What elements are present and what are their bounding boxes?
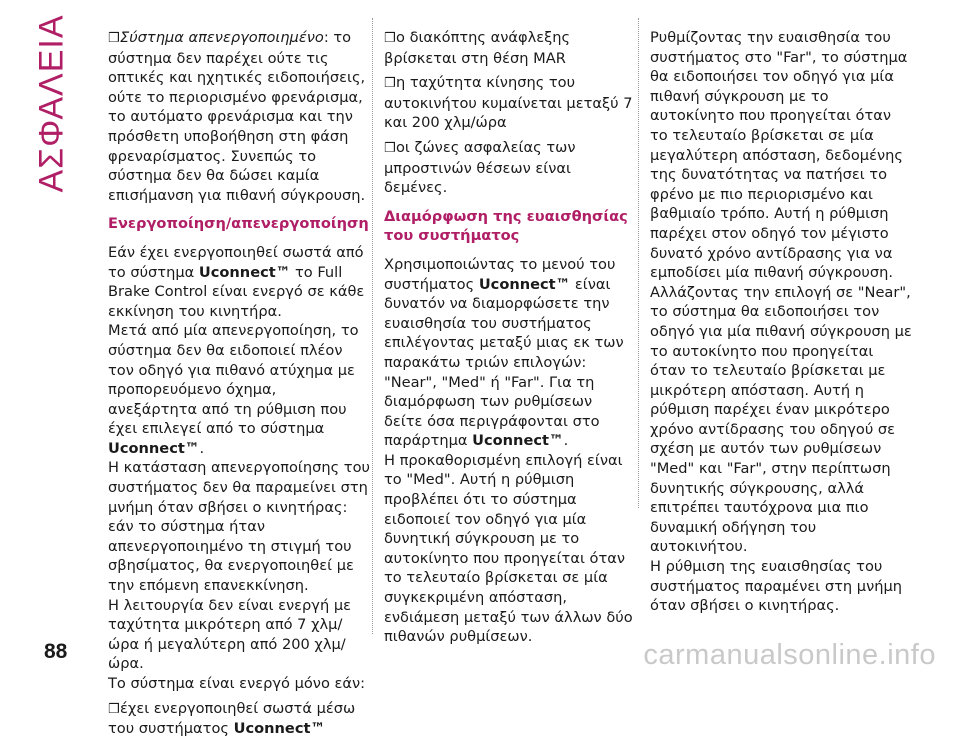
bullet-term: Σύστημα απενεργοποιημένο [120, 29, 324, 46]
brand-name: Uconnect™ [108, 439, 200, 457]
paragraph: Αλλάζοντας την επιλογή σε "Near", το σύστημα θα ειδοποιήσει τον οδηγό για μία πιθανή σύγκρουση με το αυτοκίνητο που προηγείται όταν το τελευταίο βρίσκεται με μικρότερη απόσταση. Αυτή η ρύθμιση παρέχει έναν μικρότερο χρόνο αντίδρασης του οδηγού σε σχέση με αυτόν των ρυθμίσεων "Med" και "Far", στην περίπτωση δυνητικής σύγκρουσης, αλλά επιτρέπει ταυτόχρονα μια πιο δυναμική οδήγηση του αυτοκινήτου. [650, 283, 912, 556]
text-run: το Full Brake Control είναι ενεργό σε κάθε εκκίνηση του κινητήρα. [108, 263, 365, 320]
bullet-item [384, 138, 634, 198]
bullet-item [384, 73, 634, 133]
paragraph: Η λειτουργία δεν είναι ενεργή με ταχύτητα μικρότερη από 7 χλμ/ώρα ή μεγαλύτερη από 200 χλμ/ώρα. [108, 596, 352, 673]
bullet-text: έχει ενεργοποιηθεί σωστά μέσω του συστήματος [108, 699, 356, 738]
brand-name: Uconnect™ [472, 432, 564, 450]
checkbox-bullet-icon: ❒ [384, 140, 396, 156]
paragraph [108, 243, 370, 321]
paragraph: Η προκαθορισμένη επιλογή είναι το "Med". Αυτή η ρύθμιση προβλέπει ότι το σύστημα ειδοποιεί τον οδηγό για μία δυνητική σύγκρουση με το αυτοκίνητο που προηγείται όταν το τελευταίο βρίσκεται σε μία συγκεκριμένη απόσταση, ενδιάμεση μεταξύ των άλλων δύο πιθανών ρυθμίσεων. [384, 451, 633, 646]
paragraph: Η ρύθμιση της ευαισθησίας του συστήματος παραμένει στη μνήμη όταν σβήσει ο κινητήρας. [650, 558, 903, 615]
checkbox-bullet-icon: ❒ [108, 701, 120, 717]
paragraph: Το σύστημα είναι ενεργό μόνο εάν: [108, 675, 366, 692]
paragraph: Ρυθμίζοντας την ευαισθησία του συστήματος στο "Far", το σύστημα θα ειδοποιήσει τον οδηγό για μία πιθανή σύγκρουση με το αυτοκίνητο που προηγείται όταν το τελευταίο βρίσκεται σε μία μεγαλύτερη απόσταση, δεδομένης της δυνατότητας να πατήσει το φρένο με πιο περιορισμένο και βαθμιαίο τρόπο. Αυτή η ρύθμιση παρέχει στον οδηγό τον μέγιστο δυνατό χρόνο αντίδρασης για να εμποδίσει μία πιθανή σύγκρουση. [650, 29, 908, 282]
brand-name: Uconnect™ [233, 720, 326, 738]
section-title: ΑΣΦΑΛΕΙΑ [32, 13, 71, 193]
paragraph [108, 321, 370, 458]
watermark: carmanualsonline.info [643, 639, 936, 671]
text-run: . [199, 439, 205, 457]
text-run: . [563, 432, 569, 450]
checkbox-bullet-icon: ❒ [384, 76, 396, 92]
bullet-item [108, 28, 370, 205]
column-divider [372, 18, 373, 634]
bullet-text: : το σύστημα δεν παρέχει ούτε τις οπτικές και ηχητικές ειδοποιήσεις, ούτε το περιορισμένο φρενάρισμα, το αυτόματο φρενάρισμα και την πρόσθετη υποβοήθηση στη φάση φρεναρίσματος. Συνεπώς το σύστημα δεν θα δώσει καμία επισήμανση για πιθανή σύγκρουση. [108, 29, 366, 204]
paragraph: Η κατάσταση απενεργοποίησης του συστήματος δεν θα παραμείνει στη μνήμη όταν σβήσει ο κινητήρας: εάν το σύστημα ήταν απενεργοποιημένο τη στιγμή του σβησίματος, θα ενεργοποιηθεί με την επόμενη επανεκκίνηση. [108, 459, 370, 595]
bullet-text: ο διακόπτης ανάφλεξης βρίσκεται στη θέση MAR [384, 29, 571, 67]
bullet-item [108, 699, 370, 739]
text-column-1 [108, 28, 370, 738]
text-run: Μετά από μία απενεργοποίηση, το σύστημα δεν θα ειδοποιεί πλέον τον οδηγό για πιθανό ατύχημα με προπορευόμενο όχημα, ανεξάρτητα από τη ρύθμιση που έχει επιλεγεί από το σύστημα [108, 322, 359, 438]
page-number: 88 [44, 640, 68, 663]
bullet-text: οι ζώνες ασφαλείας των μπροστινών θέσεων είναι δεμένες. [384, 138, 576, 197]
section-side-label [30, 13, 74, 193]
text-run: Χρησιμοποιώντας το μενού του συστήματος [384, 255, 616, 293]
text-run: Εάν έχει ενεργοποιηθεί σωστά από το σύστημα [108, 243, 364, 281]
section-heading: Ενεργοποίηση/απενεργοποίηση [108, 215, 369, 233]
bullet-text: η ταχύτητα κίνησης του αυτοκινήτου κυμαίνεται μεταξύ 7 και 200 χλμ/ώρα [384, 74, 633, 132]
checkbox-bullet-icon: ❒ [108, 31, 120, 46]
text-run: είναι δυνατόν να διαμορφώσετε την ευαισθησία του συστήματος επιλέγοντας μεταξύ μιας εκ των παρακάτω τριών επιλογών: "Near", "Med" ή "Far". Για τη διαμόρφωση των ρυθμίσεων δείτε όσα περιγράφονται στο παράρτημα [384, 275, 624, 450]
brand-name: Uconnect™ [478, 275, 571, 293]
bullet-item [384, 28, 634, 68]
section-heading: Διαμόρφωση της ευαισθησίας του συστήματος [384, 207, 628, 245]
paragraph [384, 255, 634, 451]
text-column-2 [384, 28, 634, 646]
text-column-3 [650, 28, 912, 616]
brand-name: Uconnect™ [198, 263, 291, 281]
checkbox-bullet-icon: ❒ [384, 31, 396, 46]
column-divider [638, 18, 639, 508]
